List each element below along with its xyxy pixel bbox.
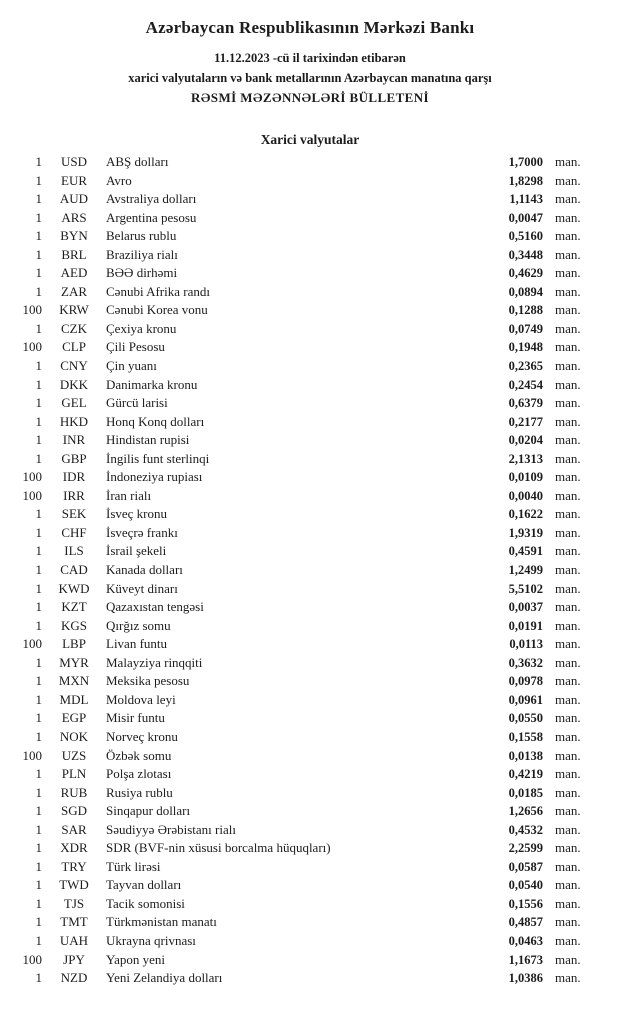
rate-qty: 1	[35, 228, 42, 244]
currency-name: Ukrayna qrivnası	[106, 932, 196, 948]
rate-unit: man.	[555, 970, 581, 986]
currency-name: SDR (BVF-nin xüsusi borcalma hüquqları)	[106, 840, 331, 856]
currency-name: Avro	[106, 172, 132, 188]
rate-unit: man.	[555, 246, 581, 262]
rate-row	[16, 709, 588, 728]
rate-qty: 1	[35, 673, 42, 689]
rate-value: 0,0540	[508, 878, 543, 893]
currency-name: Gürcü larisi	[106, 395, 168, 411]
rate-row	[16, 913, 588, 932]
rate-qty: 1	[35, 246, 42, 262]
rate-unit: man.	[555, 673, 581, 689]
rate-unit: man.	[555, 710, 581, 726]
rate-value: 0,0037	[508, 600, 543, 615]
rate-value: 0,0109	[508, 470, 543, 485]
currency-code: PLN	[61, 766, 87, 782]
rate-qty: 1	[35, 395, 42, 411]
currency-name: Belarus rublu	[106, 228, 177, 244]
bulletin-header	[0, 18, 620, 108]
currency-name: Tacik somonisi	[106, 895, 185, 911]
rate-unit: man.	[555, 691, 581, 707]
rate-unit: man.	[555, 951, 581, 967]
rate-unit: man.	[555, 228, 581, 244]
rate-value: 0,4629	[508, 266, 543, 281]
currency-code: MXN	[58, 673, 90, 689]
rate-row	[16, 542, 588, 561]
rate-row	[16, 858, 588, 877]
currency-code: INR	[62, 432, 86, 448]
currency-code: NZD	[60, 970, 88, 986]
currency-name: Çexiya kronu	[106, 320, 177, 336]
currency-code: BYN	[60, 228, 88, 244]
rate-qty: 1	[35, 803, 42, 819]
currency-name: Səudiyyə Ərəbistanı rialı	[106, 821, 236, 837]
rate-value: 0,1556	[508, 896, 543, 911]
rate-value: 0,0894	[508, 284, 543, 299]
rate-unit: man.	[555, 339, 581, 355]
currency-name: Yapon yeni	[106, 951, 165, 967]
currency-code: ILS	[64, 543, 84, 559]
rate-qty: 1	[35, 524, 42, 540]
rate-row	[16, 839, 588, 858]
currency-code: GBP	[61, 450, 87, 466]
rate-value: 0,0463	[508, 933, 543, 948]
currency-code: JPY	[63, 951, 85, 967]
rate-row	[16, 376, 588, 395]
rate-qty: 1	[35, 413, 42, 429]
rate-qty: 100	[22, 487, 42, 503]
rate-row	[16, 969, 588, 988]
rate-row	[16, 338, 588, 357]
rate-value: 2,2599	[508, 841, 543, 856]
bulletin-title: RƏSMİ MƏZƏNNƏLƏRİ BÜLLETENİ	[191, 90, 429, 105]
rate-value: 0,0191	[508, 618, 543, 633]
rate-value: 1,2499	[508, 563, 543, 578]
rate-qty: 1	[35, 506, 42, 522]
rate-unit: man.	[555, 840, 581, 856]
currency-name: Yeni Zelandiya dolları	[106, 970, 223, 986]
currency-code: TMT	[60, 914, 88, 930]
rate-unit: man.	[555, 469, 581, 485]
rate-qty: 1	[35, 265, 42, 281]
currency-code: ARS	[61, 209, 87, 225]
rate-row	[16, 468, 588, 487]
rate-unit: man.	[555, 766, 581, 782]
rate-value: 0,1288	[508, 303, 543, 318]
rate-value: 0,0185	[508, 785, 543, 800]
currency-name: Qırğız somu	[106, 617, 171, 633]
rate-qty: 1	[35, 599, 42, 615]
currency-name: Moldova leyi	[106, 691, 176, 707]
currency-code: HKD	[59, 413, 89, 429]
rate-qty: 1	[35, 358, 42, 374]
currency-code: CZK	[61, 320, 87, 336]
rate-qty: 1	[35, 543, 42, 559]
rate-value: 0,0587	[508, 859, 543, 874]
rate-row	[16, 895, 588, 914]
currency-code: MDL	[59, 691, 89, 707]
rate-row	[16, 784, 588, 803]
currency-name: Kanada dolları	[106, 562, 183, 578]
rate-row	[16, 413, 588, 432]
rate-qty: 1	[35, 562, 42, 578]
rate-row	[16, 190, 588, 209]
rate-row	[16, 450, 588, 469]
rate-unit: man.	[555, 524, 581, 540]
currency-code: XDR	[60, 840, 88, 856]
rate-row	[16, 654, 588, 673]
rate-qty: 100	[22, 636, 42, 652]
rate-row	[16, 747, 588, 766]
rate-qty: 1	[35, 154, 42, 169]
rate-qty: 1	[35, 784, 42, 800]
rate-value: 0,0204	[508, 433, 543, 448]
rate-qty: 100	[22, 339, 42, 355]
rate-value: 0,6379	[508, 396, 543, 411]
rate-row	[16, 153, 588, 172]
rate-unit: man.	[555, 191, 581, 207]
rate-value: 2,1313	[508, 451, 543, 466]
rate-unit: man.	[555, 432, 581, 448]
currency-name: Küveyt dinarı	[106, 580, 178, 596]
bank-title: Azərbaycan Respublikasının Mərkəzi Bankı	[145, 18, 475, 37]
currency-code: LBP	[62, 636, 86, 652]
currency-code: RUB	[60, 784, 88, 800]
currency-code: CNY	[60, 358, 88, 374]
rate-row	[16, 172, 588, 191]
rate-unit: man.	[555, 358, 581, 374]
currency-code: TWD	[59, 877, 89, 893]
currency-name: Cənubi Korea vonu	[106, 302, 208, 318]
rate-unit: man.	[555, 320, 581, 336]
rate-unit: man.	[555, 487, 581, 503]
currency-code: KZT	[61, 599, 87, 615]
rate-row	[16, 524, 588, 543]
currency-code: IRR	[63, 487, 85, 503]
rate-unit: man.	[555, 302, 581, 318]
rate-row	[16, 320, 588, 339]
currency-code: DKK	[59, 376, 89, 392]
rate-value: 0,0040	[508, 488, 543, 503]
rate-value: 0,1948	[508, 340, 543, 355]
rate-unit: man.	[555, 265, 581, 281]
rate-unit: man.	[555, 821, 581, 837]
currency-name: İsveç kronu	[106, 506, 168, 522]
currency-name: Honq Konq dolları	[106, 413, 205, 429]
rate-qty: 1	[35, 728, 42, 744]
currency-name: Hindistan rupisi	[106, 432, 190, 448]
rate-unit: man.	[555, 728, 581, 744]
currency-code: TRY	[61, 858, 87, 874]
currency-code: UAH	[59, 932, 89, 948]
rate-qty: 1	[35, 970, 42, 986]
rate-unit: man.	[555, 154, 581, 169]
rate-unit: man.	[555, 858, 581, 874]
rate-row	[16, 431, 588, 450]
currency-code: BRL	[61, 246, 87, 262]
rate-qty: 1	[35, 320, 42, 336]
currency-name: İngilis funt sterlinqi	[106, 450, 210, 466]
rate-unit: man.	[555, 784, 581, 800]
rate-value: 1,0386	[508, 971, 543, 986]
currency-name: Argentina pesosu	[106, 209, 197, 225]
rate-value: 0,4591	[508, 544, 543, 559]
rate-value: 0,0138	[508, 748, 543, 763]
effective-date-line: 11.12.2023 -cü il tarixindən etibarən	[214, 51, 406, 65]
rate-value: 1,2656	[508, 804, 543, 819]
currency-name: Meksika pesosu	[106, 673, 190, 689]
currency-code: SGD	[60, 803, 87, 819]
rate-qty: 1	[35, 858, 42, 874]
currency-name: Özbək somu	[106, 747, 172, 763]
currency-code: EGP	[61, 710, 87, 726]
currency-name: Çin yuanı	[106, 358, 157, 374]
currency-code: EUR	[61, 172, 87, 188]
rate-row	[16, 301, 588, 320]
currency-name: Livan funtu	[106, 636, 168, 652]
rate-value: 5,5102	[508, 581, 543, 596]
rate-unit: man.	[555, 506, 581, 522]
rate-value: 1,1673	[508, 952, 543, 967]
currency-code: CLP	[62, 339, 86, 355]
rate-unit: man.	[555, 877, 581, 893]
rate-row	[16, 932, 588, 951]
rate-unit: man.	[555, 747, 581, 763]
rate-row	[16, 617, 588, 636]
rate-row	[16, 580, 588, 599]
rate-unit: man.	[555, 580, 581, 596]
rate-unit: man.	[555, 450, 581, 466]
rate-value: 0,3632	[508, 655, 543, 670]
rate-qty: 1	[35, 877, 42, 893]
rate-row	[16, 209, 588, 228]
rate-row	[16, 728, 588, 747]
rate-row	[16, 802, 588, 821]
rate-unit: man.	[555, 209, 581, 225]
rate-row	[16, 246, 588, 265]
currency-code: UZS	[61, 747, 87, 763]
rate-qty: 100	[22, 302, 42, 318]
rate-row	[16, 264, 588, 283]
rate-value: 1,7000	[508, 155, 543, 169]
rate-row	[16, 227, 588, 246]
currency-code: MYR	[59, 654, 89, 670]
rate-unit: man.	[555, 654, 581, 670]
currency-code: USD	[60, 154, 87, 169]
rate-row	[16, 357, 588, 376]
currency-name: İsveçrə frankı	[106, 524, 178, 540]
currency-code: SAR	[61, 821, 87, 837]
rate-row	[16, 635, 588, 654]
currency-name: İran rialı	[106, 487, 152, 503]
rate-unit: man.	[555, 543, 581, 559]
rate-unit: man.	[555, 636, 581, 652]
currency-name: İsrail şekeli	[106, 543, 167, 559]
rate-value: 0,1558	[508, 729, 543, 744]
rate-qty: 1	[35, 710, 42, 726]
currency-name: BƏƏ dirhəmi	[106, 265, 178, 281]
currency-code: AED	[60, 265, 88, 281]
currency-name: İndoneziya rupiası	[106, 469, 203, 485]
rate-value: 0,5160	[508, 229, 543, 244]
rate-value: 0,2177	[508, 414, 543, 429]
rate-qty: 1	[35, 914, 42, 930]
currency-code: TJS	[63, 895, 85, 911]
rate-qty: 1	[35, 191, 42, 207]
rate-qty: 1	[35, 840, 42, 856]
rate-row	[16, 672, 588, 691]
rate-value: 1,9319	[508, 525, 543, 540]
rate-value: 0,3448	[508, 247, 543, 262]
currency-name: ABŞ dolları	[106, 154, 169, 169]
rate-row	[16, 765, 588, 784]
rate-value: 0,2454	[508, 377, 543, 392]
currency-name: Türk lirəsi	[106, 858, 161, 874]
section-title: Xarici valyutalar	[260, 132, 360, 147]
rate-qty: 1	[35, 654, 42, 670]
currency-code: CAD	[60, 562, 88, 578]
subtitle-line: xarici valyutaların və bank metallarının Azərbaycan manatına qarşı	[128, 71, 492, 85]
currency-code: AUD	[59, 191, 89, 207]
rate-value: 0,0550	[508, 711, 543, 726]
rate-row	[16, 487, 588, 506]
currency-name: Misir funtu	[106, 710, 165, 726]
rate-row	[16, 821, 588, 840]
rate-row	[16, 951, 588, 970]
rate-unit: man.	[555, 283, 581, 299]
rate-qty: 1	[35, 283, 42, 299]
rates-table	[0, 153, 620, 988]
rate-value: 0,1622	[508, 507, 543, 522]
rate-value: 0,0047	[508, 210, 543, 225]
rate-row	[16, 283, 588, 302]
rate-unit: man.	[555, 803, 581, 819]
currency-name: Türkmənistan manatı	[106, 914, 217, 930]
rate-unit: man.	[555, 413, 581, 429]
rate-row	[16, 876, 588, 895]
rate-value: 1,1143	[509, 192, 543, 207]
rate-value: 1,8298	[508, 173, 543, 188]
rate-qty: 1	[35, 766, 42, 782]
currency-name: Danimarka kronu	[106, 376, 198, 392]
rate-qty: 1	[35, 376, 42, 392]
currency-code: NOK	[59, 728, 89, 744]
currency-name: Rusiya rublu	[106, 784, 173, 800]
rate-qty: 100	[22, 747, 42, 763]
currency-name: Braziliya rialı	[106, 246, 178, 262]
rate-value: 0,4857	[508, 915, 543, 930]
currency-name: Tayvan dolları	[106, 877, 182, 893]
currency-name: Qazaxıstan tengəsi	[106, 599, 204, 615]
rate-unit: man.	[555, 395, 581, 411]
rate-value: 0,0749	[508, 321, 543, 336]
rate-unit: man.	[555, 914, 581, 930]
currency-code: GEL	[61, 395, 87, 411]
currency-name: Cənubi Afrika randı	[106, 283, 210, 299]
rate-qty: 1	[35, 209, 42, 225]
currency-name: Avstraliya dolları	[106, 191, 197, 207]
rate-unit: man.	[555, 617, 581, 633]
rate-qty: 100	[22, 951, 42, 967]
rate-unit: man.	[555, 172, 581, 188]
rate-qty: 1	[35, 172, 42, 188]
rate-unit: man.	[555, 932, 581, 948]
rate-value: 0,0113	[509, 637, 543, 652]
currency-code: CHF	[61, 524, 87, 540]
rate-unit: man.	[555, 562, 581, 578]
currency-name: Sinqapur dolları	[106, 803, 191, 819]
rate-qty: 1	[35, 821, 42, 837]
rate-value: 0,0961	[508, 692, 543, 707]
rate-row	[16, 561, 588, 580]
rate-unit: man.	[555, 599, 581, 615]
currency-code: KWD	[58, 580, 90, 596]
rate-qty: 1	[35, 432, 42, 448]
currency-code: KGS	[60, 617, 87, 633]
rate-row	[16, 394, 588, 413]
rate-value: 0,4219	[508, 767, 543, 782]
rate-unit: man.	[555, 376, 581, 392]
currency-name: Norveç kronu	[106, 728, 178, 744]
rate-qty: 100	[22, 469, 42, 485]
rate-value: 0,4532	[508, 822, 543, 837]
currency-name: Polşa zlotası	[106, 766, 172, 782]
rate-qty: 1	[35, 617, 42, 633]
currency-code: IDR	[62, 469, 86, 485]
currency-code: ZAR	[61, 283, 87, 299]
rate-qty: 1	[35, 895, 42, 911]
currency-code: KRW	[59, 302, 89, 318]
rate-qty: 1	[35, 691, 42, 707]
rate-row	[16, 691, 588, 710]
rate-row	[16, 505, 588, 524]
currency-name: Çili Pesosu	[106, 339, 165, 355]
currency-name: Malayziya rinqqiti	[106, 654, 203, 670]
rate-qty: 1	[35, 450, 42, 466]
rate-value: 0,2365	[508, 359, 543, 374]
rate-value: 0,0978	[508, 674, 543, 689]
rate-qty: 1	[35, 580, 42, 596]
rate-row	[16, 598, 588, 617]
currency-code: SEK	[61, 506, 87, 522]
rate-unit: man.	[555, 895, 581, 911]
rate-qty: 1	[35, 932, 42, 948]
